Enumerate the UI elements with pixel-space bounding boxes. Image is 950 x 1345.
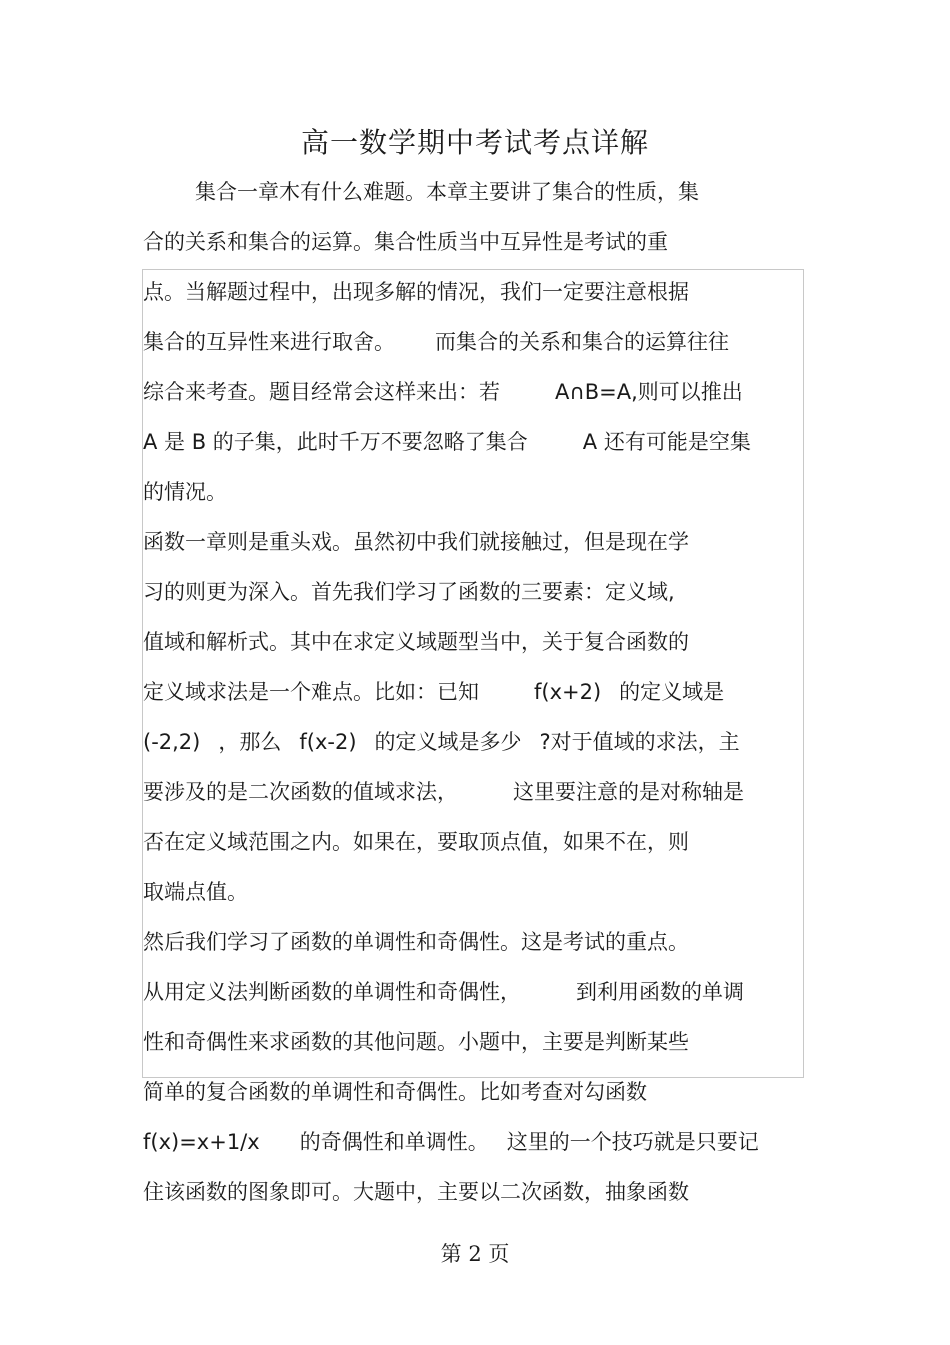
- page-number: 第 2 页: [440, 1242, 510, 1266]
- text-line: 点。当解题过程中，出现多解的情况，我们一定要注意根据: [143, 280, 689, 304]
- text-line: 否在定义域范围之内。如果在，要取顶点值，如果不在，则: [143, 830, 689, 854]
- text-line: 合的关系和集合的运算。集合性质当中互异性是考试的重: [143, 230, 668, 254]
- text-line: 习的则更为深入。首先我们学习了函数的三要素：定义域,: [143, 580, 675, 604]
- text-line: 综合来考查。题目经常会这样来出：若 A∩B=A,则可以推出: [143, 380, 743, 404]
- text-line: 函数一章则是重头戏。虽然初中我们就接触过，但是现在学: [143, 530, 689, 554]
- text-line: 集合的互异性来进行取舍。 而集合的关系和集合的运算往往: [143, 330, 729, 354]
- document-title: 高一数学期中考试考点详解: [300, 126, 649, 159]
- text-line: 要涉及的是二次函数的值域求法， 这里要注意的是对称轴是: [143, 780, 744, 804]
- text-line: 性和奇偶性来求函数的其他问题。小题中，主要是判断某些: [143, 1030, 689, 1054]
- text-line: (-2,2) ，那么 f(x-2) 的定义域是多少 ?对于值域的求法，主: [143, 730, 740, 754]
- text-line: 取端点值。: [143, 880, 248, 904]
- text-line: 定义域求法是一个难点。比如：已知 f(x+2) 的定义域是: [143, 680, 725, 704]
- text-line: 的情况。: [143, 480, 227, 504]
- text-line: A 是 B 的子集，此时千万不要忽略了集合 A 还有可能是空集: [143, 430, 751, 454]
- text-line: 集合一章木有什么难题。本章主要讲了集合的性质，集: [195, 180, 699, 204]
- text-line: 简单的复合函数的单调性和奇偶性。比如考查对勾函数: [143, 1080, 647, 1104]
- text-line: 然后我们学习了函数的单调性和奇偶性。这是考试的重点。: [143, 930, 689, 954]
- text-line: f(x)=x+1/x 的奇偶性和单调性。 这里的一个技巧就是只要记: [143, 1130, 759, 1154]
- text-line: 从用定义法判断函数的单调性和奇偶性， 到利用函数的单调: [143, 980, 744, 1004]
- text-line: 值域和解析式。其中在求定义域题型当中，关于复合函数的: [143, 630, 689, 654]
- text-line: 住该函数的图象即可。大题中，主要以二次函数，抽象函数: [143, 1180, 689, 1204]
